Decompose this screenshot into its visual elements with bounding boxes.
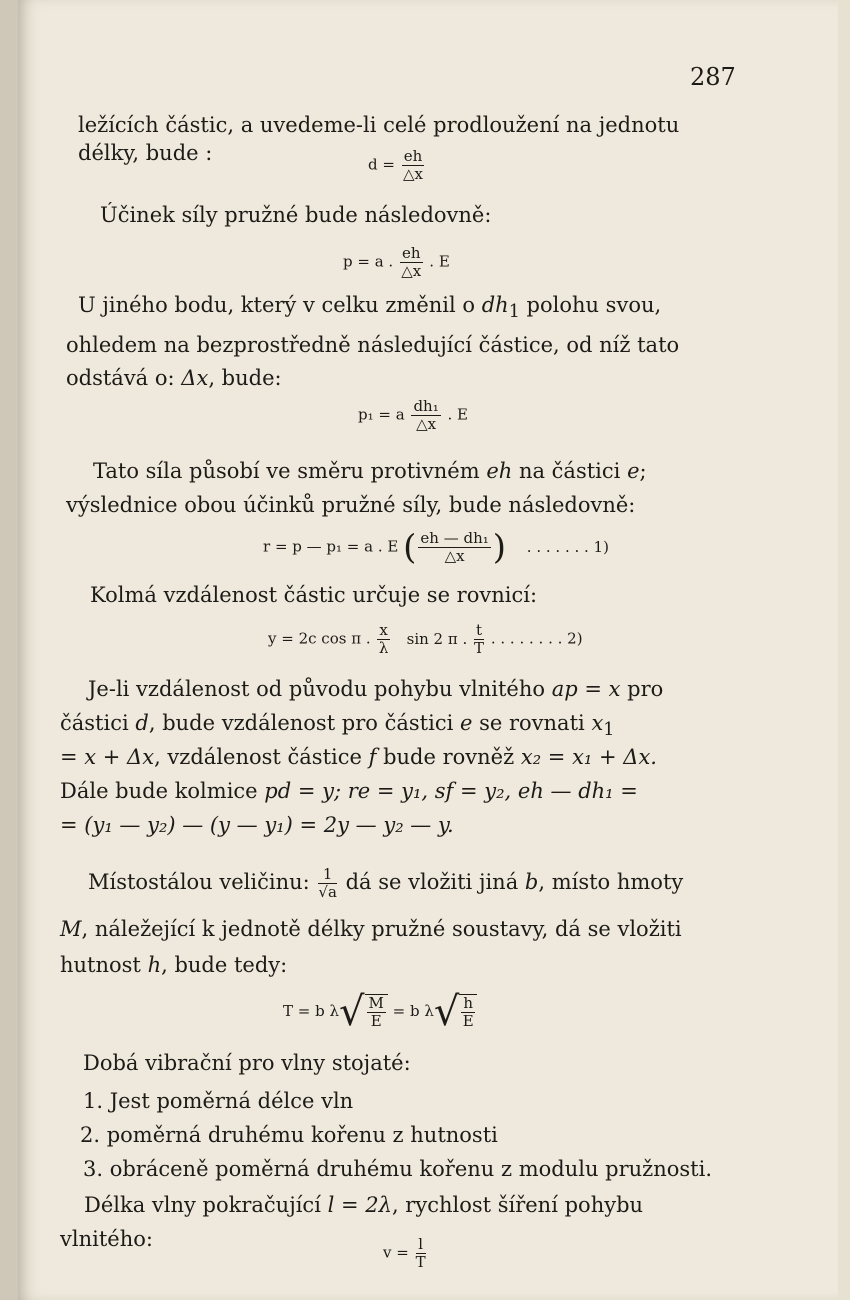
- equation-T: T = b λ√ $\frac{M}{E}$ = b λ√ $\frac{h}{E}$: [283, 994, 477, 1030]
- equation-d: d = $\frac{eh}{\triangle x}$: [368, 147, 423, 183]
- page-number: 287: [690, 63, 736, 91]
- equation-p: p = a . $\frac{eh}{\triangle x}$ . E: [343, 244, 450, 280]
- list-item: 2. poměrná druhému kořenu z hutnosti: [80, 1123, 498, 1147]
- text-line: Tato síla působí ve směru protivném eh na částici e;: [93, 459, 647, 483]
- text-line: Účinek síly pružné bude následovně:: [100, 203, 492, 227]
- text-line: hutnost h, bude tedy:: [60, 953, 288, 977]
- text-line: = (y₁ — y₂) — (y — y₁) = 2y — y₂ — y.: [60, 813, 454, 837]
- text-line: = x + Δx, vzdálenost částice f bude rovněž x₂ = x₁ + Δx.: [60, 745, 657, 769]
- list-item: 1. Jest poměrná délce vln: [83, 1089, 354, 1113]
- text-line: ohledem na bezprostředně následující částice, od níž tato: [66, 333, 680, 357]
- text-line: Místostálou veličinu: $\frac{1}{√a}$ dá se vložiti jiná b, místo hmoty: [88, 865, 684, 901]
- text-line: Dále bude kolmice pd = y; re = y₁, sf = y₂, eh — dh₁ =: [60, 779, 638, 803]
- text-line: délky, bude :: [78, 141, 213, 165]
- text-line: Dobá vibrační pro vlny stojaté:: [83, 1051, 411, 1075]
- text-line: M, náležející k jednotě délky pružné soustavy, dá se vložiti: [60, 917, 682, 941]
- equation-y: y = 2c cos π . $\frac{x}{\lambda}$ sin 2 π . $\frac{t}{T}$ . . . . . . . . 2): [268, 621, 583, 657]
- list-item: 3. obráceně poměrná druhému kořenu z modulu pružnosti.: [83, 1157, 713, 1181]
- text-line: vlnitého:: [60, 1227, 153, 1251]
- book-page: [18, 0, 838, 1300]
- equation-v: v = $\frac{l}{T}$: [383, 1235, 426, 1271]
- text-line: Je-li vzdálenost od původu pohybu vlnitého ap = x pro: [88, 677, 664, 701]
- text-line: U jiného bodu, který v celku změnil o $dh_1$ polohu svou,: [78, 293, 662, 323]
- equation-p1: p₁ = a $\frac{\text{dh₁}}{\triangle x}$ . E: [358, 397, 469, 433]
- text-line: odstává o: Δx, bude:: [66, 366, 282, 390]
- text-line: výslednice obou účinků pružné síly, bude následovně:: [66, 493, 636, 517]
- text-line: Kolmá vzdálenost částic určuje se rovnicí:: [90, 583, 538, 607]
- text-line: ležících částic, a uvedeme-li celé prodloužení na jednotu: [78, 113, 680, 137]
- text-line: částici d, bude vzdálenost pro částici e se rovnati $x_1$: [60, 711, 615, 741]
- book-gutter: [0, 0, 18, 1300]
- equation-r: r = p — p₁ = a . E ( $\frac{\text{eh — dh₁}}{\triangle x}$ ) . . . . . . . 1): [263, 527, 609, 568]
- text-line: Délka vlny pokračující l = 2λ, rychlost šíření pohybu: [84, 1193, 644, 1217]
